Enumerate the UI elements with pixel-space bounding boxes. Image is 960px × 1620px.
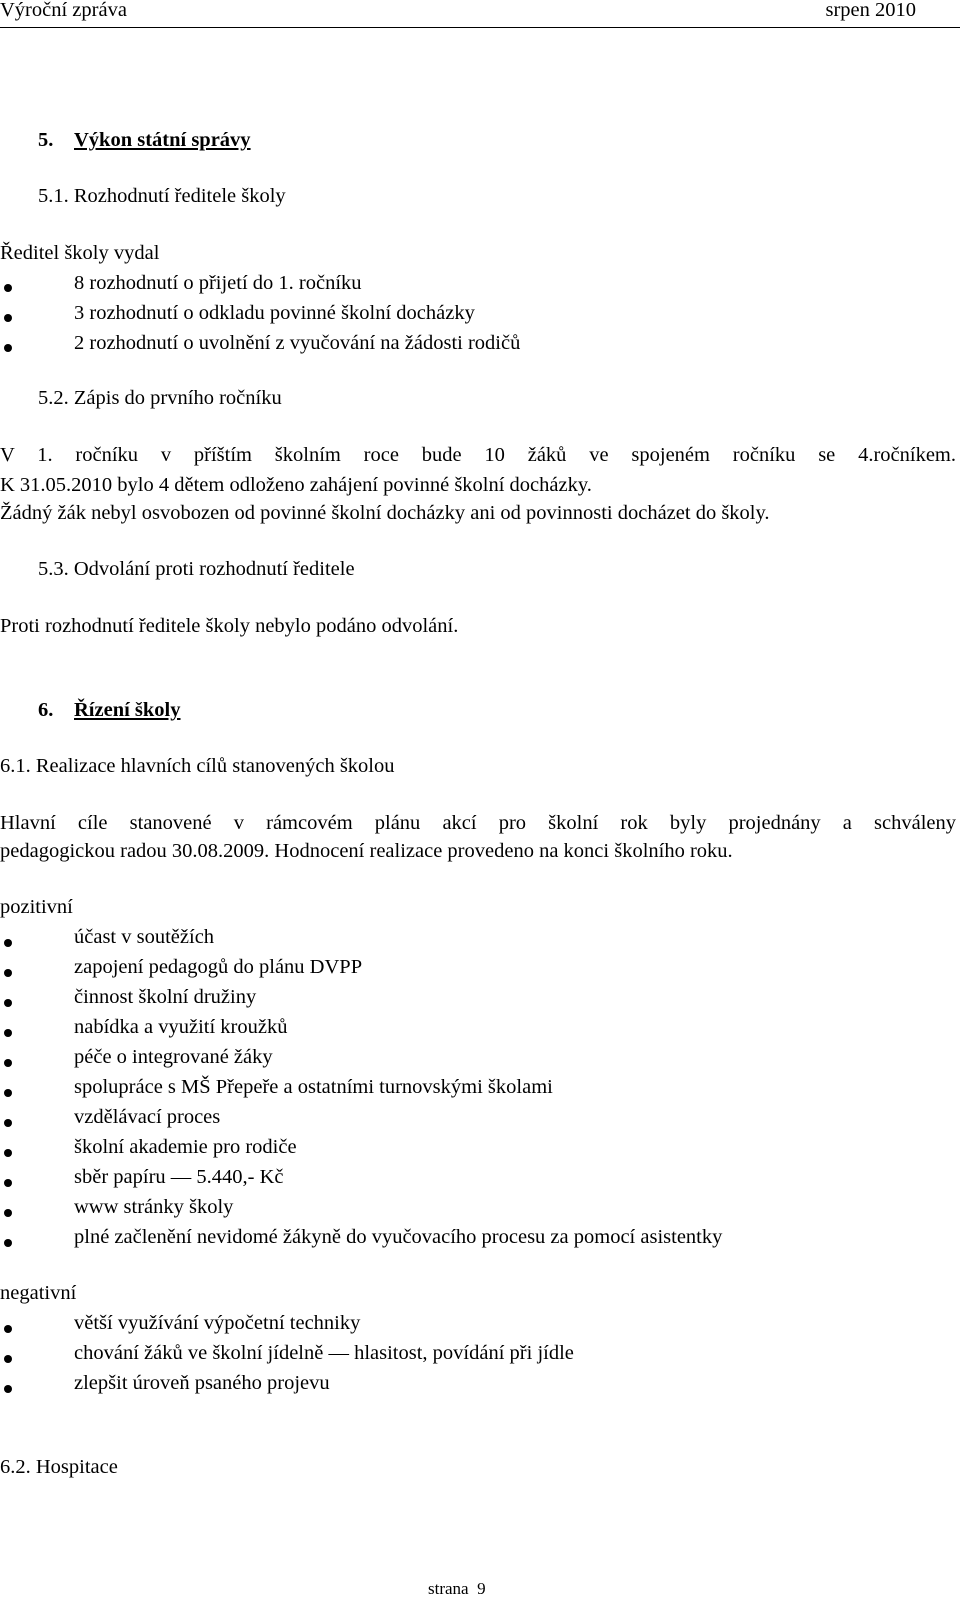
bullet-icon: [4, 1385, 12, 1393]
bullet-icon: [4, 1149, 12, 1157]
bullet-icon: [4, 1239, 12, 1247]
bullet-icon: [4, 1179, 12, 1187]
bullet-icon: [4, 344, 12, 352]
section-5-number: 5.: [38, 129, 54, 151]
list-item: zapojení pedagogů do plánu DVPP: [74, 956, 363, 978]
list-item: sběr papíru — 5.440,- Kč: [74, 1166, 284, 1188]
paragraph-line: pedagogickou radou 30.08.2009. Hodnocení realizace provedeno na konci školního roku.: [0, 840, 733, 862]
list-item: www stránky školy: [74, 1196, 234, 1218]
list-item: 3 rozhodnutí o odkladu povinné školní docházky: [74, 302, 475, 324]
paragraph-5-3: Proti rozhodnutí ředitele školy nebylo podáno odvolání.: [0, 615, 459, 637]
bullet-icon: [4, 314, 12, 322]
bullet-icon: [4, 1209, 12, 1217]
paragraph-line: V 1. ročníku v příštím školním roce bude 10 žáků ve spojeném ročníku se 4.ročníkem.: [0, 444, 956, 466]
section-6-number: 6.: [38, 699, 54, 721]
heading-5-2: 5.2. Zápis do prvního ročníku: [38, 387, 282, 409]
heading-5-3: 5.3. Odvolání proti rozhodnutí ředitele: [38, 558, 355, 580]
list-item: vzdělávací proces: [74, 1106, 221, 1128]
list-item: spolupráce s MŠ Přepeře a ostatními turnovskými školami: [74, 1076, 553, 1098]
bullet-icon: [4, 1325, 12, 1333]
negative-label: negativní: [0, 1282, 77, 1304]
section-5-title: Výkon státní správy: [74, 129, 251, 151]
header-left: Výroční zpráva: [0, 0, 127, 21]
bullet-icon: [4, 939, 12, 947]
list-item: zlepšit úroveň psaného projevu: [74, 1372, 330, 1394]
section-6-title: Řízení školy: [74, 699, 181, 721]
positive-label: pozitivní: [0, 896, 73, 918]
list-item: činnost školní družiny: [74, 986, 257, 1008]
paragraph-line: K 31.05.2010 bylo 4 dětem odloženo zahájení povinné školní docházky.: [0, 474, 592, 496]
bullet-icon: [4, 1059, 12, 1067]
bullet-icon: [4, 1089, 12, 1097]
heading-6-1: 6.1. Realizace hlavních cílů stanovených školou: [0, 755, 395, 777]
list-item: účast v soutěžích: [74, 926, 215, 948]
bullet-icon: [4, 284, 12, 292]
bullet-icon: [4, 1029, 12, 1037]
heading-6-2: 6.2. Hospitace: [0, 1456, 118, 1478]
list-item: školní akademie pro rodiče: [74, 1136, 297, 1158]
heading-5-1: 5.1. Rozhodnutí ředitele školy: [38, 185, 286, 207]
bullet-icon: [4, 1355, 12, 1363]
bullet-icon: [4, 1119, 12, 1127]
bullet-icon: [4, 969, 12, 977]
intro-5-1: Ředitel školy vydal: [0, 242, 160, 264]
page-number: strana 9: [428, 1579, 486, 1598]
list-item: péče o integrované žáky: [74, 1046, 273, 1068]
paragraph-line: Hlavní cíle stanovené v rámcovém plánu akcí pro školní rok byly projednány a schváleny: [0, 812, 956, 834]
list-item: 2 rozhodnutí o uvolnění z vyučování na žádosti rodičů: [74, 332, 521, 354]
list-item: plné začlenění nevidomé žákyně do vyučovacího procesu za pomocí asistentky: [74, 1226, 723, 1248]
bullet-icon: [4, 999, 12, 1007]
paragraph-line: Žádný žák nebyl osvobozen od povinné školní docházky ani od povinnosti docházet do školy.: [0, 502, 770, 524]
list-item: větší využívání výpočetní techniky: [74, 1312, 361, 1334]
header-right: srpen 2010: [825, 0, 916, 21]
list-item: 8 rozhodnutí o přijetí do 1. ročníku: [74, 272, 362, 294]
list-item: nabídka a využití kroužků: [74, 1016, 288, 1038]
list-item: chování žáků ve školní jídelně — hlasitost, povídání při jídle: [74, 1342, 574, 1364]
header-divider: [0, 27, 960, 28]
